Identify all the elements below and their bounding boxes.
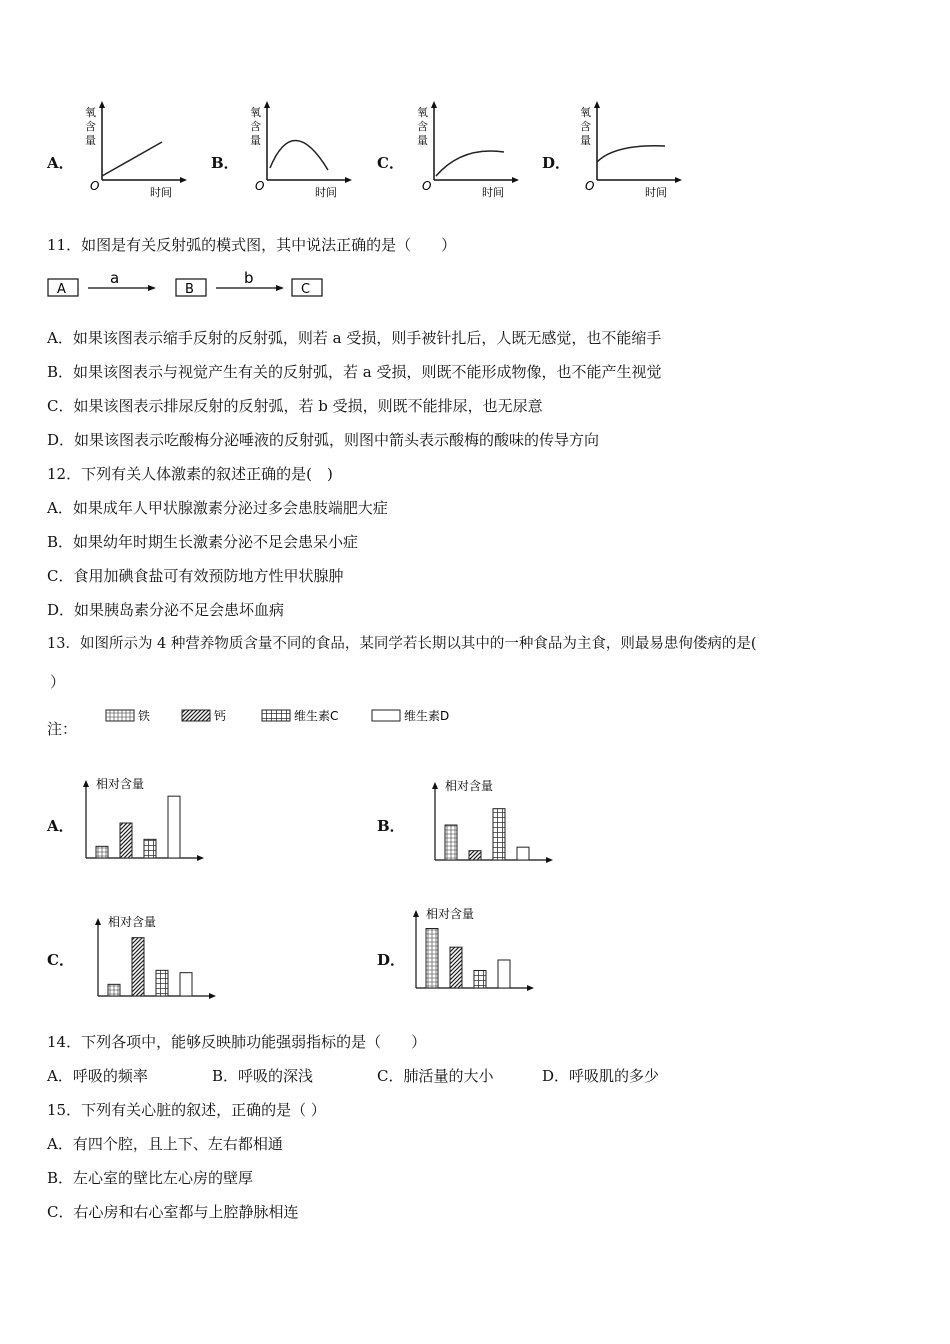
legend-iron-swatch: [106, 710, 134, 721]
q12-option-d[interactable]: D．如果胰岛素分泌不足会患坏血病: [47, 601, 285, 619]
q10-a-ylabel-1: 氧: [85, 106, 96, 119]
y-axis-arrow: [95, 918, 101, 925]
q13-option-b-label[interactable]: B．: [377, 817, 405, 835]
q13-option-d-label[interactable]: D．: [377, 951, 406, 969]
svg-text:氧: 氧: [580, 106, 591, 119]
q13-chart-d: [406, 900, 541, 996]
svg-text:时间: 时间: [482, 186, 504, 198]
q10-graph-d: [575, 98, 685, 198]
q10-graph-a: [80, 98, 190, 198]
q15-stem: 15．下列有关心脏的叙述，正确的是（ ）: [47, 1101, 326, 1119]
q14-option-d[interactable]: D．呼吸肌的多少: [542, 1067, 660, 1085]
bar-calcium: [120, 823, 132, 858]
q14-option-a[interactable]: A．呼吸的频率: [47, 1067, 148, 1085]
x-axis-arrow: [209, 993, 216, 999]
q10-curve-a: [102, 142, 162, 176]
svg-text:量: 量: [580, 134, 591, 147]
legend-vitd-swatch: [372, 710, 400, 721]
svg-text:量: 量: [250, 134, 261, 147]
bar-vitd: [517, 847, 529, 860]
q10-curve-d: [597, 146, 665, 162]
q11-option-d[interactable]: D．如果该图表示吃酸梅分泌唾液的反射弧，则图中箭头表示酸梅的酸味的传导方向: [47, 431, 600, 449]
q13-legend: [104, 703, 484, 729]
svg-text:O: O: [255, 179, 265, 193]
chart-ylabel: 相对含量: [108, 915, 157, 929]
svg-text:氧: 氧: [250, 106, 261, 119]
q13-stem: 13．如图所示为 4 种营养物质含量不同的食品，某同学若长期以其中的一种食品为主食，则最易患佝偻病的是(: [47, 636, 757, 652]
q13-chart-a: [76, 770, 211, 866]
q10-curve-c: [436, 151, 504, 176]
x-axis-arrow: [546, 857, 553, 863]
svg-text:含: 含: [580, 120, 591, 133]
q10-option-d-label[interactable]: D．: [542, 154, 571, 172]
q15-option-b[interactable]: B．左心室的壁比左心房的壁厚: [47, 1169, 254, 1187]
legend-vitc-swatch: [262, 710, 290, 721]
legend-iron-label: 铁: [138, 709, 151, 723]
q13-stem-end: ）: [50, 673, 66, 691]
bar-iron: [108, 984, 120, 996]
q13-chart-b: [425, 772, 560, 868]
arrow-b: [276, 285, 284, 291]
q12-option-c[interactable]: C．食用加碘食盐可有效预防地方性甲状腺肿: [47, 567, 344, 585]
q12-option-a[interactable]: A．如果成年人甲状腺激素分泌过多会患肢端肥大症: [47, 499, 388, 517]
bar-iron: [96, 846, 108, 858]
q11-option-b[interactable]: B．如果该图表示与视觉产生有关的反射弧，若 a 受损，则既不能形成物像，也不能产生视觉: [47, 363, 662, 381]
chart-ylabel: 相对含量: [96, 777, 145, 791]
x-axis-arrow: [197, 855, 204, 861]
arrow-a: [148, 285, 156, 291]
q10-option-b-label[interactable]: B．: [211, 154, 239, 172]
y-axis-arrow: [432, 782, 438, 789]
bar-vitc: [474, 971, 486, 989]
q13-option-c-label[interactable]: C．: [47, 951, 74, 969]
q11-stem: 11．如图是有关反射弧的模式图，其中说法正确的是（ ）: [47, 236, 457, 254]
q10-a-origin: O: [90, 179, 100, 193]
svg-text:时间: 时间: [645, 186, 667, 198]
legend-calcium-swatch: [182, 710, 210, 721]
svg-text:时间: 时间: [315, 186, 337, 198]
q10-option-a-label[interactable]: A．: [47, 154, 74, 172]
bar-vitc: [144, 839, 156, 858]
q10-graph-c: [412, 98, 522, 198]
svg-text:量: 量: [417, 134, 428, 147]
q10-graph-b: [245, 98, 355, 198]
bar-calcium: [132, 938, 144, 996]
q10-option-c-label[interactable]: C．: [377, 154, 404, 172]
q11-option-c[interactable]: C．如果该图表示排尿反射的反射弧，若 b 受损，则既不能排尿，也无尿意: [47, 397, 543, 415]
q15-option-c[interactable]: C．右心房和右心室都与上腔静脉相连: [47, 1203, 299, 1221]
q11-option-a[interactable]: A．如果该图表示缩手反射的反射弧，则若 a 受损，则手被针扎后，人既无感觉，也不能缩手: [47, 329, 662, 347]
q14-option-b[interactable]: B．呼吸的深浅: [212, 1067, 314, 1085]
q13-option-a-label[interactable]: A．: [47, 817, 74, 835]
bar-vitc: [156, 970, 168, 996]
chart-ylabel: 相对含量: [445, 779, 494, 793]
bar-vitd: [180, 973, 192, 996]
box-b-label: B: [185, 282, 194, 297]
box-a-label: A: [57, 282, 66, 297]
svg-text:氧: 氧: [417, 106, 428, 119]
q15-option-a[interactable]: A．有四个腔，且上下、左右都相通: [47, 1135, 283, 1153]
y-axis-arrow: [413, 910, 419, 917]
legend-vitc-label: 维生素C: [294, 709, 339, 723]
q10-a-ylabel-3: 量: [85, 134, 96, 147]
q12-stem: 12．下列有关人体激素的叙述正确的是( ): [47, 465, 333, 483]
bar-iron: [426, 929, 438, 989]
q14-stem: 14．下列各项中，能够反映肺功能强弱指标的是（ ）: [47, 1033, 427, 1051]
svg-text:O: O: [585, 179, 595, 193]
svg-text:含: 含: [250, 120, 261, 133]
bar-vitc: [493, 809, 505, 860]
q10-curve-b: [270, 140, 328, 170]
q12-option-b[interactable]: B．如果幼年时期生长激素分泌不足会患呆小症: [47, 533, 359, 551]
legend-calcium-label: 钙: [214, 709, 227, 723]
x-axis-arrow: [527, 985, 534, 991]
q13-chart-c: [88, 908, 223, 1004]
y-axis-arrow: [83, 780, 89, 787]
q13-note-label: 注：: [47, 720, 78, 738]
q11-reflex-diagram: [46, 267, 336, 299]
legend-vitd-label: 维生素D: [404, 709, 450, 723]
bar-calcium: [469, 851, 481, 860]
arrow-a-label: a: [110, 269, 120, 287]
chart-ylabel: 相对含量: [426, 907, 475, 921]
svg-text:O: O: [422, 179, 432, 193]
bar-iron: [445, 825, 457, 860]
q10-a-xlabel: 时间: [150, 186, 172, 198]
box-c-label: C: [301, 282, 311, 297]
q10-a-ylabel-2: 含: [85, 120, 96, 133]
bar-vitd: [498, 960, 510, 988]
bar-vitd: [168, 796, 180, 858]
bar-calcium: [450, 947, 462, 988]
svg-text:含: 含: [417, 120, 428, 133]
arrow-b-label: b: [244, 269, 254, 287]
q14-option-c[interactable]: C．肺活量的大小: [377, 1067, 494, 1085]
